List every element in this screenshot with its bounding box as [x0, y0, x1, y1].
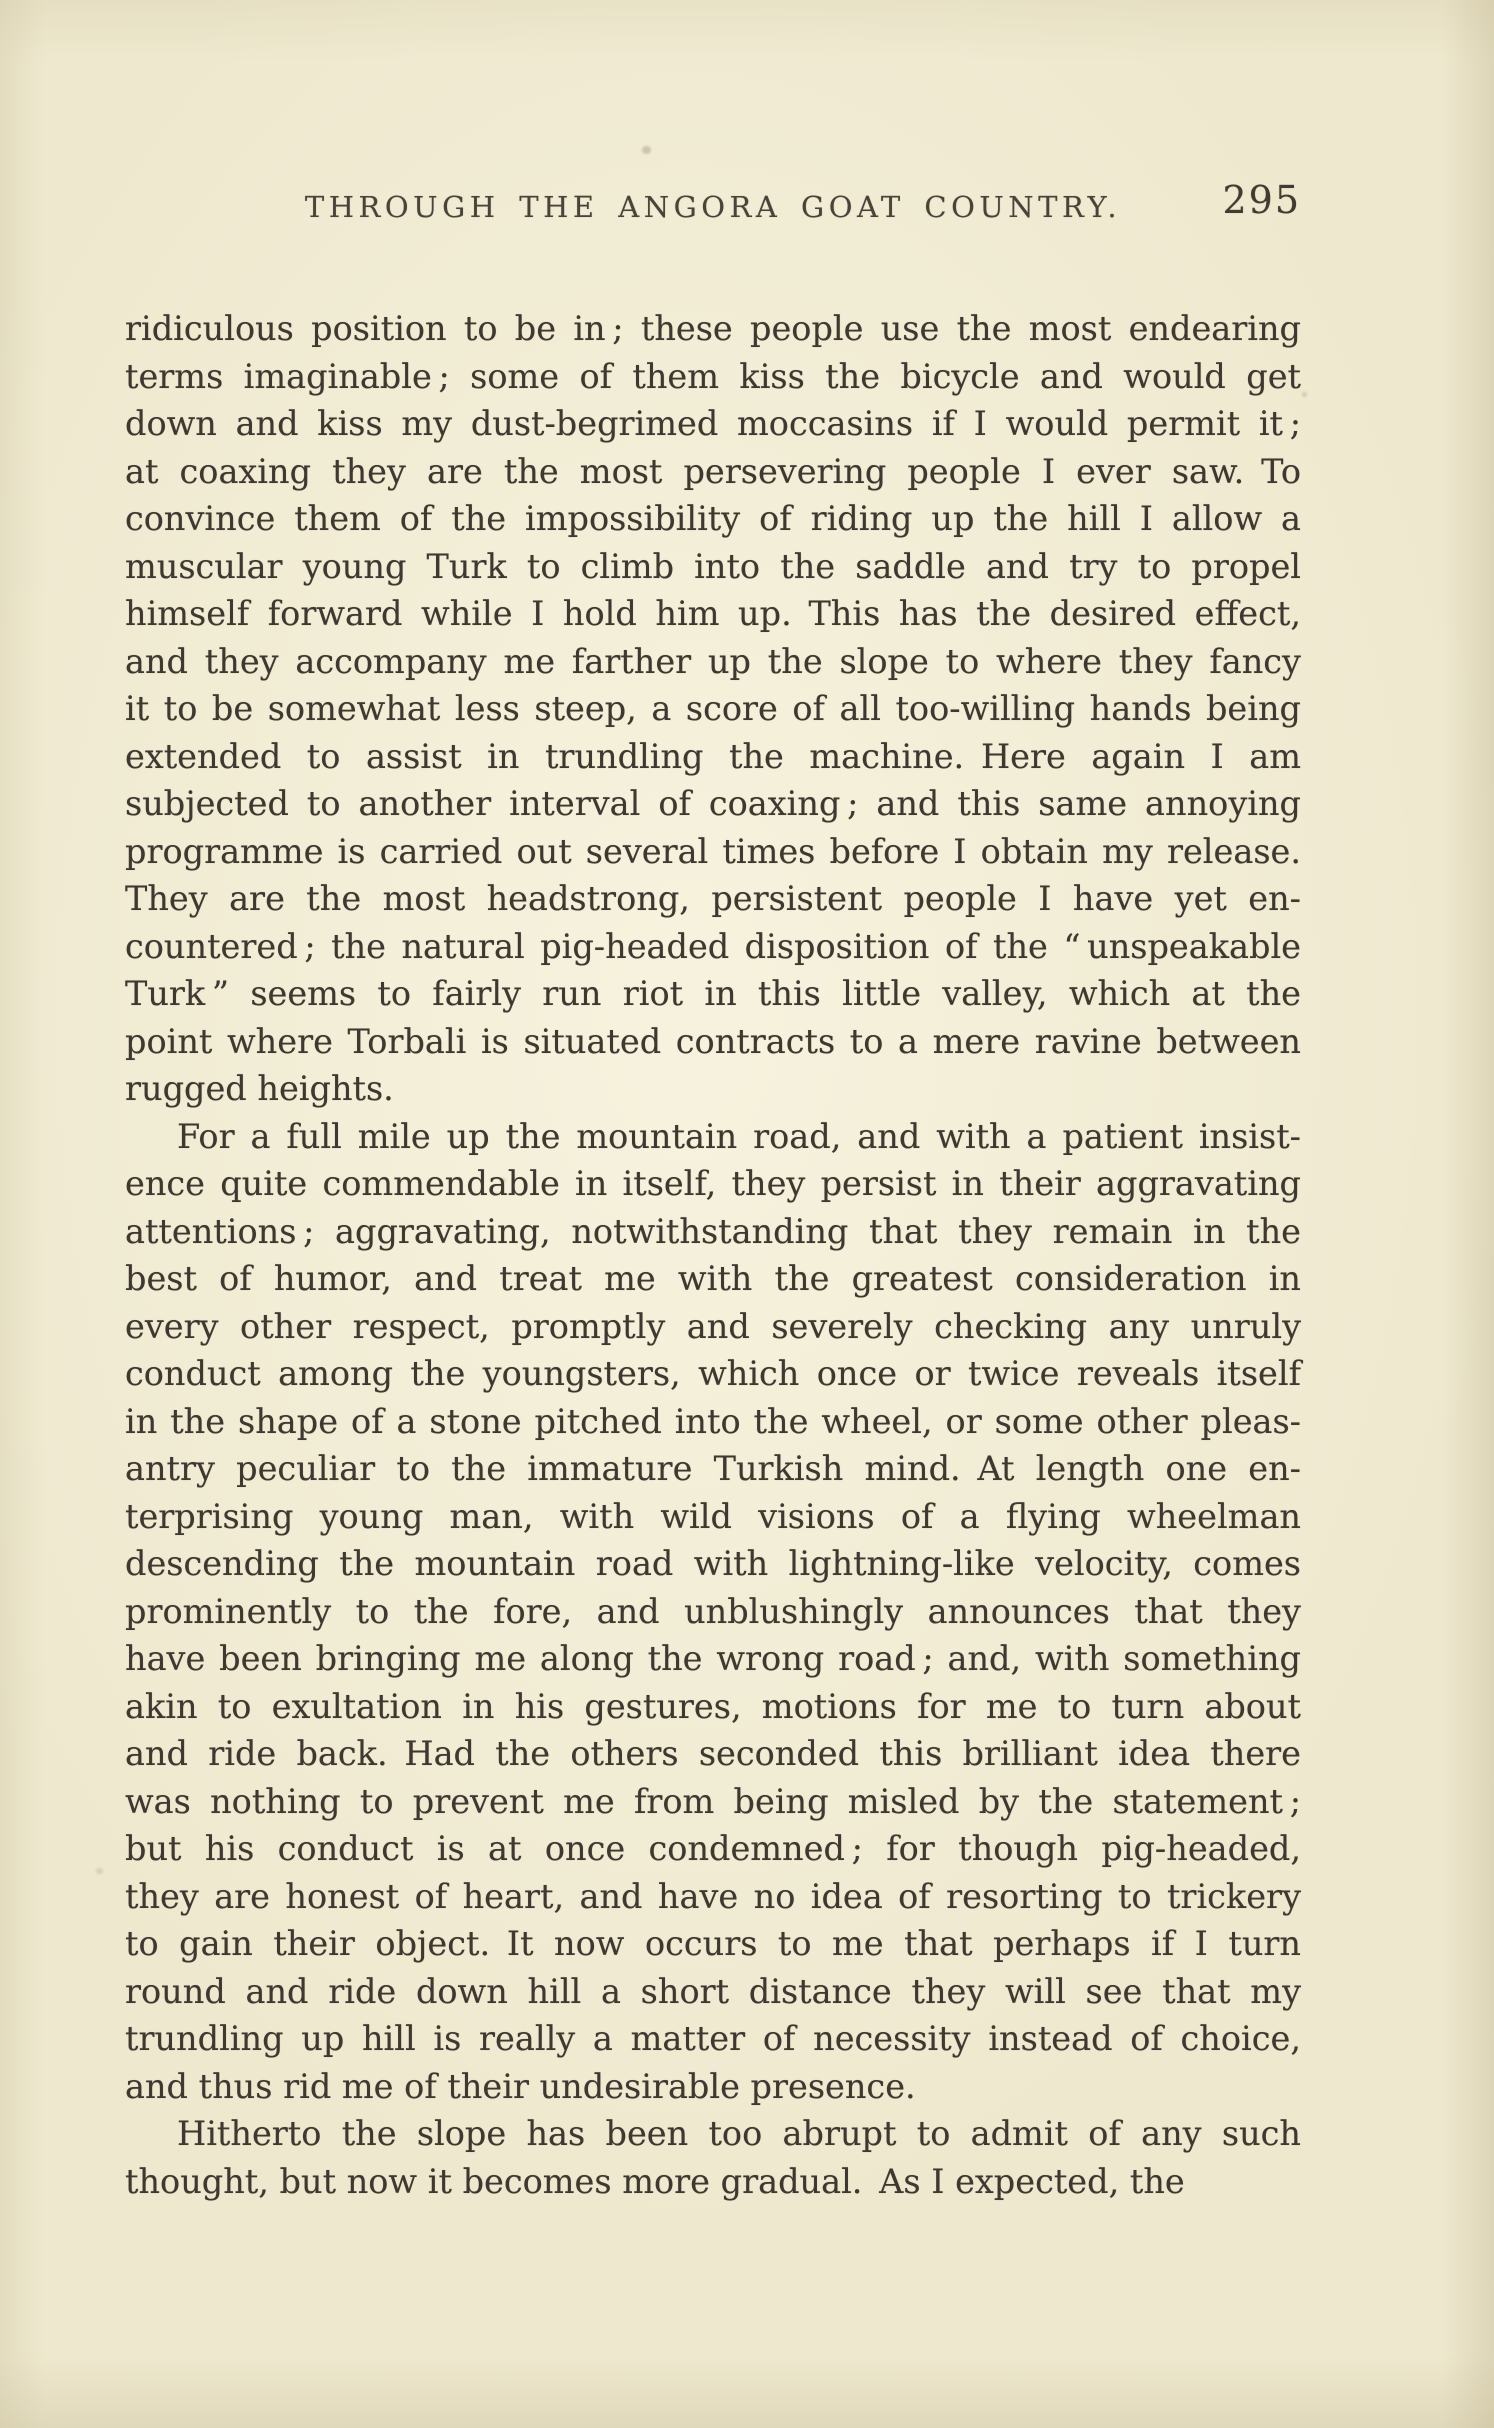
text-line: point where Torbali is situated contracts to a mere ravine between — [125, 1021, 1301, 1061]
page-number: 295 — [1222, 178, 1301, 222]
text-line: For a full mile up the mountain road, and with a patient insist- — [177, 1116, 1301, 1156]
text-line: countered ; the natural pig-headed disposition of the “ unspeakable — [125, 926, 1301, 966]
text-line: ridiculous position to be in ; these people use the most endearing — [125, 309, 1301, 348]
text-line: himself forward while I hold him up. This has the desired effect, — [125, 594, 1301, 633]
text-line: conduct among the youngsters, which once or twice reveals itself — [125, 1354, 1301, 1393]
text-line: subjected to another interval of coaxing ; and this same annoying — [125, 784, 1301, 823]
text-line: at coaxing they are the most persevering people I ever saw. To — [125, 451, 1301, 491]
text-line: down and kiss my dust-begrimed moccasins if I would permit it ; — [125, 404, 1301, 443]
text-line: they are honest of heart, and have no idea of resorting to trickery — [125, 1876, 1301, 1916]
text-line: antry peculiar to the immature Turkish mind. At length one en- — [125, 1449, 1301, 1488]
text-line: Turk ” seems to fairly run riot in this little valley, which at the — [125, 974, 1301, 1013]
text-line: extended to assist in trundling the machine. Here again I am — [125, 736, 1301, 776]
text-line: was nothing to prevent me from being misled by the statement ; — [125, 1781, 1301, 1821]
text-line: and ride back. Had the others seconded this brilliant idea there — [125, 1734, 1301, 1773]
paragraph — [125, 2110, 1301, 2205]
text-line: Hitherto the slope has been too abrupt to admit of any such — [177, 2114, 1301, 2153]
paper-speck — [96, 1868, 103, 1874]
text-line: best of humor, and treat me with the greatest consideration in — [125, 1259, 1301, 1298]
text-line: and they accompany me farther up the slope to where they fancy — [125, 641, 1301, 681]
paragraph — [125, 1113, 1301, 2111]
text-line: convince them of the impossibility of riding up the hill I allow a — [125, 499, 1301, 538]
text-line: rugged heights. — [125, 1069, 394, 1108]
text-line: it to be somewhat less steep, a score of all too-willing hands being — [125, 689, 1301, 728]
text-line: trundling up hill is really a matter of necessity instead of choice, — [125, 2019, 1301, 2058]
text-line: thought, but now it becomes more gradual. As I expected, the — [125, 2161, 1185, 2201]
text-line: prominently to the fore, and unblushingly announces that they — [125, 1591, 1301, 1631]
text-line: ence quite commendable in itself, they persist in their aggravating — [125, 1164, 1301, 1203]
text-line: attentions ; aggravating, notwithstanding that they remain in the — [125, 1211, 1301, 1251]
page-header — [125, 178, 1301, 236]
body-text — [125, 305, 1301, 2205]
text-line: in the shape of a stone pitched into the wheel, or some other pleas- — [125, 1401, 1301, 1441]
text-line: but his conduct is at once condemned ; for though pig-headed, — [125, 1829, 1301, 1868]
text-line: akin to exultation in his gestures, motions for me to turn about — [125, 1686, 1301, 1726]
text-line: terprising young man, with wild visions of a flying wheelman — [125, 1496, 1301, 1536]
running-title: THROUGH THE ANGORA GOAT COUNTRY. — [304, 190, 1122, 224]
text-line: They are the most headstrong, persistent people I have yet en- — [125, 879, 1301, 918]
paper-speck — [1302, 392, 1307, 397]
text-line: programme is carried out several times before I obtain my release. — [125, 831, 1301, 871]
text-line: descending the mountain road with lightning-like velocity, comes — [125, 1544, 1301, 1583]
text-line: to gain their object. It now occurs to me that perhaps if I turn — [125, 1924, 1301, 1963]
text-line: and thus rid me of their undesirable presence. — [125, 2066, 916, 2106]
paragraph — [125, 305, 1301, 1113]
text-line: terms imaginable ; some of them kiss the bicycle and would get — [125, 356, 1301, 396]
text-line: have been bringing me along the wrong road ; and, with something — [125, 1639, 1301, 1678]
text-line: round and ride down hill a short distance they will see that my — [125, 1971, 1301, 2011]
paper-speck — [642, 146, 651, 154]
text-line: every other respect, promptly and severely checking any unruly — [125, 1306, 1301, 1346]
text-line: muscular young Turk to climb into the saddle and try to propel — [125, 546, 1301, 586]
